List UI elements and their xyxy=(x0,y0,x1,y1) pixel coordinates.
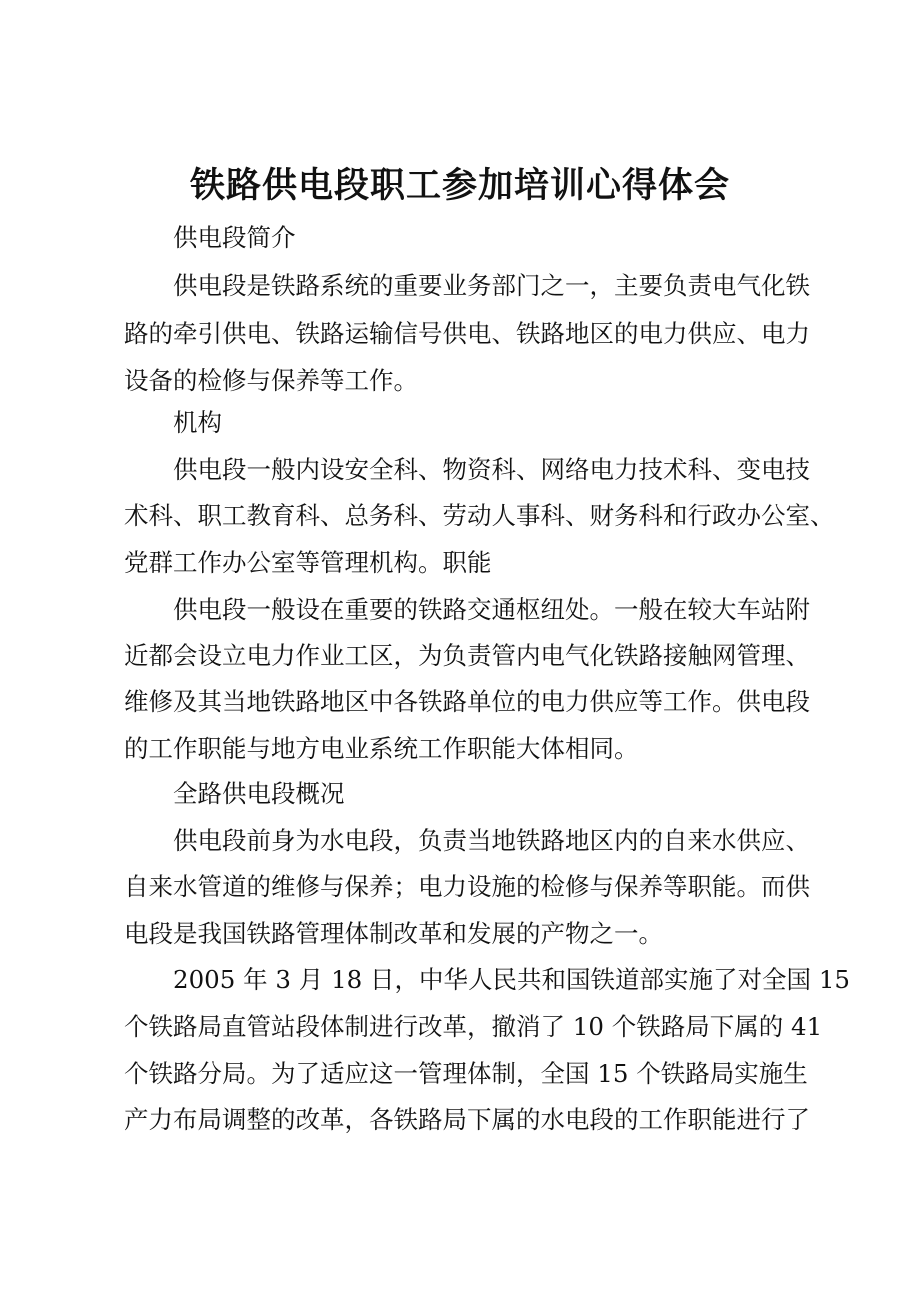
paragraph-line: 近都会设立电力作业工区，为负责管内电气化铁路接触网管理、 xyxy=(124,641,810,670)
paragraph-line: 设备的检修与保养等工作。 xyxy=(124,366,418,395)
paragraph-line: 党群工作办公室等管理机构。职能 xyxy=(124,548,492,577)
section-heading-intro: 供电段简介 xyxy=(173,223,296,252)
paragraph-line: 产力布局调整的改革，各铁路局下属的水电段的工作职能进行了 xyxy=(124,1105,810,1134)
paragraph-line: 供电段一般设在重要的铁路交通枢纽处。一般在较大车站附 xyxy=(173,595,810,624)
paragraph-line: 个铁路局直管站段体制进行改革，撤消了 10 个铁路局下属的 41 xyxy=(124,1012,823,1041)
document-title: 铁路供电段职工参加培训心得体会 xyxy=(189,165,730,206)
paragraph-line: 供电段一般内设安全科、物资科、网络电力技术科、变电技 xyxy=(173,455,810,484)
paragraph-line: 维修及其当地铁路地区中各铁路单位的电力供应等工作。供电段 xyxy=(124,687,810,716)
paragraph-line: 自来水管道的维修与保养；电力设施的检修与保养等职能。而供 xyxy=(124,872,810,901)
section-heading-organization: 机构 xyxy=(173,408,222,437)
paragraph-line: 个铁路分局。为了适应这一管理体制，全国 15 个铁路局实施生 xyxy=(124,1059,808,1088)
paragraph-line: 术科、职工教育科、总务科、劳动人事科、财务科和行政办公室、 xyxy=(124,501,835,530)
paragraph-line: 2005 年 3 月 18 日，中华人民共和国铁道部实施了对全国 15 xyxy=(173,965,851,994)
paragraph-line: 电段是我国铁路管理体制改革和发展的产物之一。 xyxy=(124,919,663,948)
paragraph-line: 的工作职能与地方电业系统工作职能大体相同。 xyxy=(124,734,639,763)
paragraph-line: 路的牵引供电、铁路运输信号供电、铁路地区的电力供应、电力 xyxy=(124,319,810,348)
paragraph-line: 供电段是铁路系统的重要业务部门之一，主要负责电气化铁 xyxy=(173,271,810,300)
paragraph-line: 供电段前身为水电段，负责当地铁路地区内的自来水供应、 xyxy=(173,826,810,855)
section-heading-overview: 全路供电段概况 xyxy=(173,779,345,808)
